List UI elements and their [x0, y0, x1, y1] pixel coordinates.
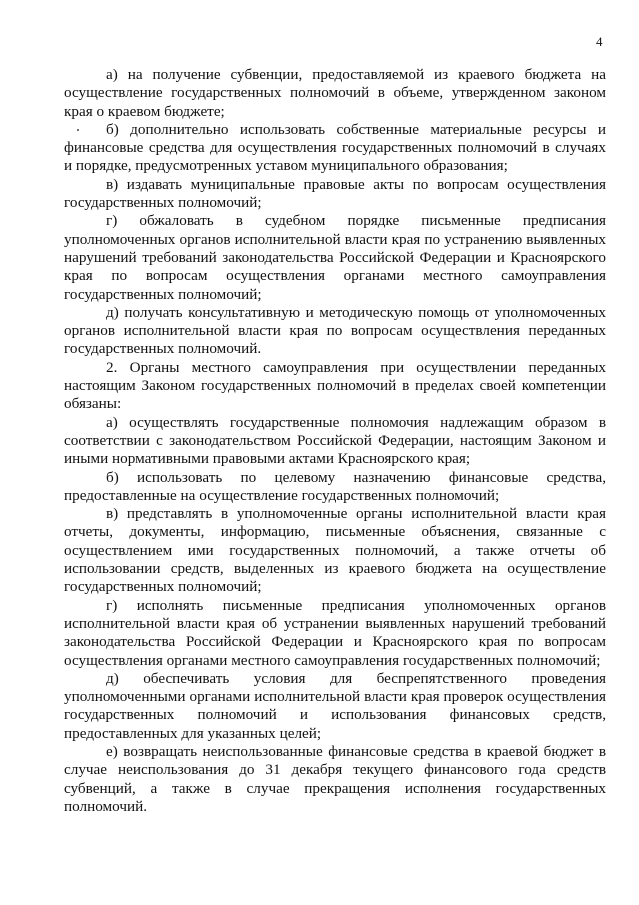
paragraph-item-v-municipal-acts: в) издавать муниципальные правовые акты по вопросам осуществления государственных полномочий; — [64, 175, 606, 212]
paragraph-item-g-appeal: г) обжаловать в судебном порядке письменные предписания уполномоченных органов исполнительной власти края по устранению выявленных нарушений требований законодательства Российской Федерации и Красноярского края по вопросам осуществления органами местного самоуправления государственных полномочий; — [64, 212, 606, 303]
paragraph-item-d-inspections: д) обеспечивать условия для беспрепятственного проведения уполномоченными органами исполнительной власти края проверок осуществления государственных полномочий и использования финансовых средств, предоставленных для указанных целей; — [64, 669, 606, 742]
paragraph-item-g-prescriptions: г) исполнять письменные предписания уполномоченных органов исполнительной власти края об устранении выявленных нарушений требований законодательства Российской Федерации и Красноярского края по вопросам осуществления органами местного самоуправления государственных полномочий; — [64, 596, 606, 669]
paragraph-item-d-consultation: д) получать консультативную и методическую помощь от уполномоченных органов исполнительной власти края по вопросам осуществления переданных государственных полномочий. — [64, 303, 606, 358]
page-number: 4 — [596, 34, 603, 49]
paragraph-item-v-reports: в) представлять в уполномоченные органы исполнительной власти края отчеты, документы, информацию, письменные объяснения, связанные с осуществлением ими государственных полномочий, а также отчеты об использовании средств, выделенных из краевого бюджета на осуществление государственных полномочий; — [64, 505, 606, 596]
paragraph-item-a-exercise-powers: а) осуществлять государственные полномочия надлежащим образом в соответствии с законодательством Российской Федерации, настоящим Законом и иными нормативными правовыми актами Красноярского края; — [64, 413, 606, 468]
paragraph-item-a-subvention: а) на получение субвенции, предоставляемой из краевого бюджета на осуществление государственных полномочий в объеме, утвержденном законом края о краевом бюджете; — [64, 66, 606, 120]
paragraph-item-e-return-funds: е) возвращать неиспользованные финансовые средства в краевой бюджет в случае неиспользования до 31 декабря текущего финансового года средств субвенций, а также в случае прекращения исполнения государственных полномочий. — [64, 742, 606, 815]
paragraph-section-2-obligations: 2. Органы местного самоуправления при осуществлении переданных настоящим Законом государственных полномочий в пределах своей компетенции обязаны: — [64, 358, 606, 413]
paragraph-item-b-target-use: б) использовать по целевому назначению финансовые средства, предоставленные на осуществление государственных полномочий; — [64, 468, 606, 504]
document-body — [64, 66, 606, 816]
paragraph-item-b-own-resources: б) дополнительно использовать собственные материальные ресурсы и финансовые средства для осуществления государственных полномочий в случаях и порядке, предусмотренных уставом муниципального образования; — [64, 120, 606, 175]
